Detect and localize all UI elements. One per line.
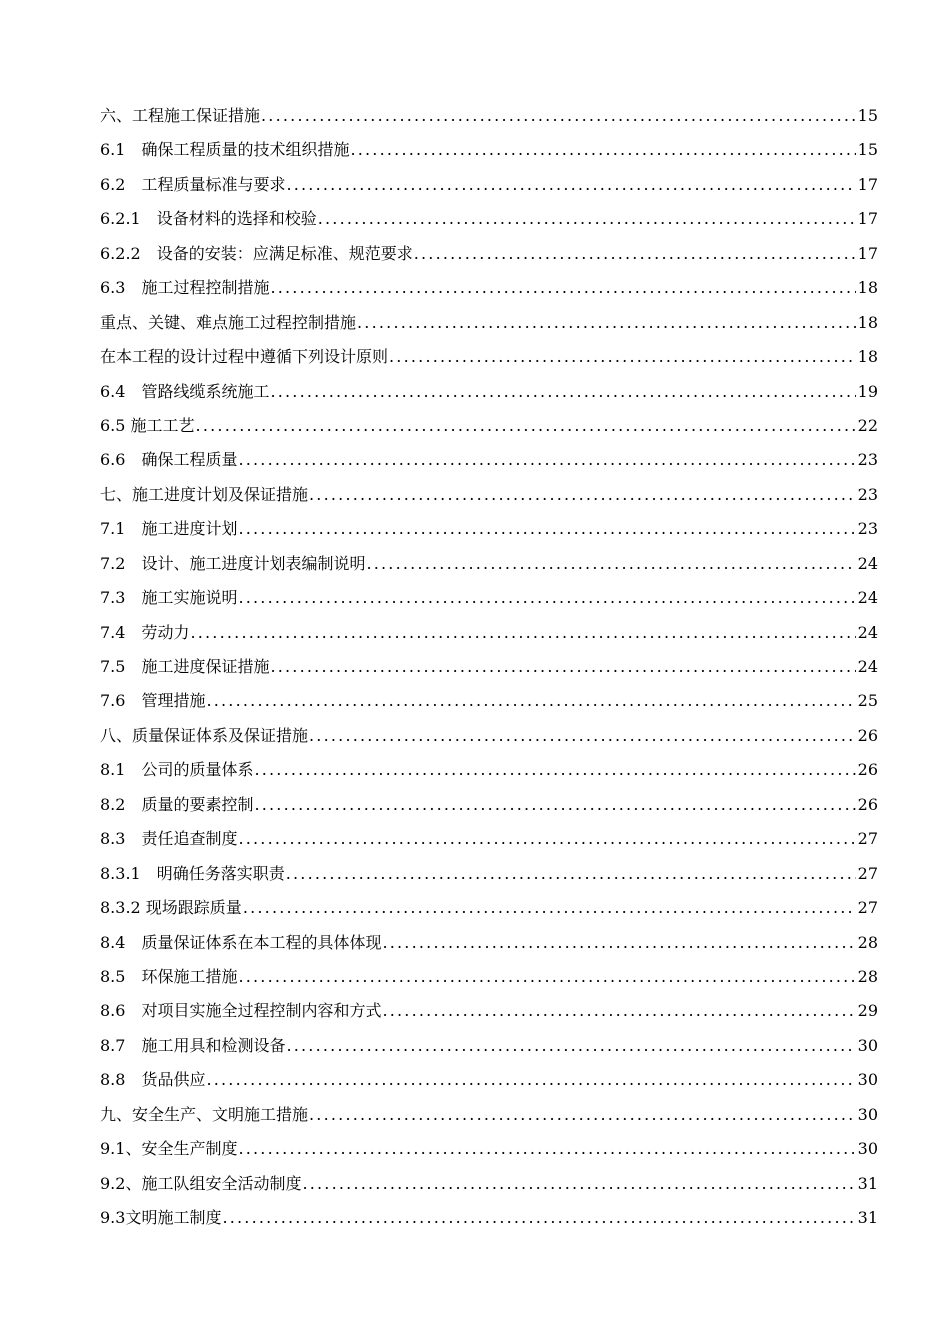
toc-entry[interactable] [100,168,878,202]
toc-entry[interactable] [100,340,878,374]
toc-page-number: 27 [857,829,878,849]
toc-entry-title: 8.5 环保施工措施 [100,966,238,986]
toc-dot-leader [286,1029,855,1063]
toc-entry[interactable] [100,753,878,787]
toc-dot-leader [238,512,855,546]
toc-page-number: 19 [857,381,878,401]
toc-entry[interactable] [100,375,878,409]
toc-entry[interactable] [100,994,878,1028]
toc-page-number: 30 [857,1035,878,1055]
toc-page-number: 23 [857,519,878,539]
toc-entry[interactable] [100,1201,878,1235]
toc-page-number: 30 [857,1070,878,1090]
toc-dot-leader [238,581,855,615]
toc-entry-title: 8.8 货品供应 [100,1070,206,1090]
toc-entry[interactable] [100,1167,878,1201]
toc-page-number: 22 [857,415,878,435]
toc-page-number: 24 [857,622,878,642]
toc-entry[interactable] [100,202,878,236]
toc-dot-leader [309,719,856,753]
toc-entry-title: 九、安全生产、文明施工措施 [100,1104,309,1124]
toc-entry[interactable] [100,1029,878,1063]
toc-entry-title: 6.1 确保工程质量的技术组织措施 [100,140,350,160]
toc-entry-title: 9.1、安全生产制度 [100,1139,238,1159]
toc-entry[interactable] [100,271,878,305]
toc-dot-leader [302,1167,855,1201]
toc-entry[interactable] [100,719,878,753]
toc-entry-title: 9.3文明施工制度 [100,1208,222,1227]
toc-page-number: 18 [857,312,878,332]
toc-dot-leader [382,994,855,1028]
toc-entry-title: 8.3 责任追查制度 [100,829,238,849]
toc-entry-title: 6.2 工程质量标准与要求 [100,174,286,194]
toc-dot-leader [270,650,855,684]
toc-entry[interactable] [100,306,878,340]
toc-dot-leader [286,168,855,202]
toc-entry-title: 6.2.2 设备的安装：应满足标准、规范要求 [100,243,413,263]
toc-entry[interactable] [100,960,878,994]
toc-page-number: 15 [857,106,878,125]
toc-dot-leader [309,478,856,512]
toc-dot-leader [196,409,856,443]
toc-entry-title: 6.6 确保工程质量 [100,450,238,470]
toc-entry-title: 7.3 施工实施说明 [100,588,238,608]
toc-entry[interactable] [100,99,878,133]
toc-entry[interactable] [100,891,878,925]
toc-entry[interactable] [100,857,878,891]
toc-entry-title: 8.3.2 现场跟踪质量 [100,898,242,918]
toc-entry-title: 8.4 质量保证体系在本工程的具体体现 [100,932,382,952]
toc-entry[interactable] [100,133,878,167]
toc-dot-leader [350,133,855,167]
toc-page-number: 28 [857,966,878,986]
toc-dot-leader [414,237,856,271]
toc-page-number: 31 [857,1173,878,1193]
toc-entry-title: 7.1 施工进度计划 [100,519,238,539]
toc-page-number: 25 [857,691,878,711]
toc-entry-title: 在本工程的设计过程中遵循下列设计原则 [100,347,389,367]
toc-entry[interactable] [100,926,878,960]
toc-dot-leader [286,857,856,891]
toc-dot-leader [357,306,856,340]
toc-page-number: 31 [857,1208,878,1227]
toc-page-number: 27 [857,863,878,883]
table-of-contents [100,99,878,1235]
toc-entry[interactable] [100,237,878,271]
toc-dot-leader [309,1098,856,1132]
toc-entry[interactable] [100,1063,878,1097]
toc-entry-title: 9.2、施工队组安全活动制度 [100,1173,302,1193]
toc-entry[interactable] [100,409,878,443]
toc-entry-title: 重点、关键、难点施工过程控制措施 [100,312,357,332]
toc-dot-leader [206,1063,855,1097]
toc-page-number: 26 [857,725,878,745]
toc-entry-title: 6.3 施工过程控制措施 [100,278,270,298]
toc-dot-leader [270,375,855,409]
toc-dot-leader [206,684,855,718]
toc-page-number: 18 [857,347,878,367]
toc-page-number: 30 [857,1104,878,1124]
toc-entry[interactable] [100,478,878,512]
toc-dot-leader [389,340,856,374]
toc-entry[interactable] [100,684,878,718]
toc-entry[interactable] [100,1132,878,1166]
toc-dot-leader [238,443,855,477]
toc-page-number: 30 [857,1139,878,1159]
toc-entry[interactable] [100,547,878,581]
toc-entry[interactable] [100,581,878,615]
toc-page-number: 23 [857,484,878,504]
toc-dot-leader [254,753,855,787]
toc-page-number: 18 [857,278,878,298]
toc-dot-leader [238,1132,855,1166]
toc-entry[interactable] [100,788,878,822]
toc-page-number: 26 [857,760,878,780]
toc-entry-title: 6.2.1 设备材料的选择和校验 [100,209,317,229]
toc-page-number: 24 [857,553,878,573]
toc-page-number: 29 [857,1001,878,1021]
toc-entry-title: 7.2 设计、施工进度计划表编制说明 [100,553,366,573]
toc-entry[interactable] [100,650,878,684]
toc-page-number: 17 [857,243,878,263]
toc-dot-leader [261,99,856,133]
toc-dot-leader [366,547,855,581]
toc-entry-title: 8.7 施工用具和检测设备 [100,1035,286,1055]
toc-entry[interactable] [100,512,878,546]
toc-dot-leader [382,926,855,960]
toc-page-number: 24 [857,588,878,608]
toc-dot-leader [243,891,856,925]
toc-dot-leader [318,202,856,236]
toc-entry-title: 6.4 管路线缆系统施工 [100,381,270,401]
toc-page-number: 17 [857,174,878,194]
toc-entry-title: 8.6 对项目实施全过程控制内容和方式 [100,1001,382,1021]
toc-page-number: 17 [857,209,878,229]
toc-dot-leader [190,616,855,650]
toc-entry-title: 8.1 公司的质量体系 [100,760,254,780]
toc-dot-leader [254,788,855,822]
toc-page-number: 23 [857,450,878,470]
toc-entry[interactable] [100,1098,878,1132]
toc-dot-leader [270,271,855,305]
toc-page-number: 15 [857,140,878,160]
toc-dot-leader [238,960,855,994]
toc-page-number: 27 [857,898,878,918]
toc-entry-title: 6.5 施工工艺 [100,415,195,435]
toc-page-number: 28 [857,932,878,952]
toc-entry-title: 7.5 施工进度保证措施 [100,657,270,676]
toc-page-number: 24 [857,657,878,676]
toc-entry-title: 七、施工进度计划及保证措施 [100,484,309,504]
toc-entry-title: 8.3.1 明确任务落实职责 [100,863,285,883]
toc-entry-title: 六、工程施工保证措施 [100,106,261,125]
toc-entry-title: 7.4 劳动力 [100,622,190,642]
toc-entry-title: 8.2 质量的要素控制 [100,794,254,814]
toc-entry[interactable] [100,443,878,477]
toc-entry-title: 7.6 管理措施 [100,691,206,711]
toc-page-number: 26 [857,794,878,814]
toc-entry[interactable] [100,822,878,856]
toc-dot-leader [222,1201,855,1235]
toc-entry[interactable] [100,616,878,650]
toc-dot-leader [238,822,855,856]
toc-entry-title: 八、质量保证体系及保证措施 [100,725,309,745]
